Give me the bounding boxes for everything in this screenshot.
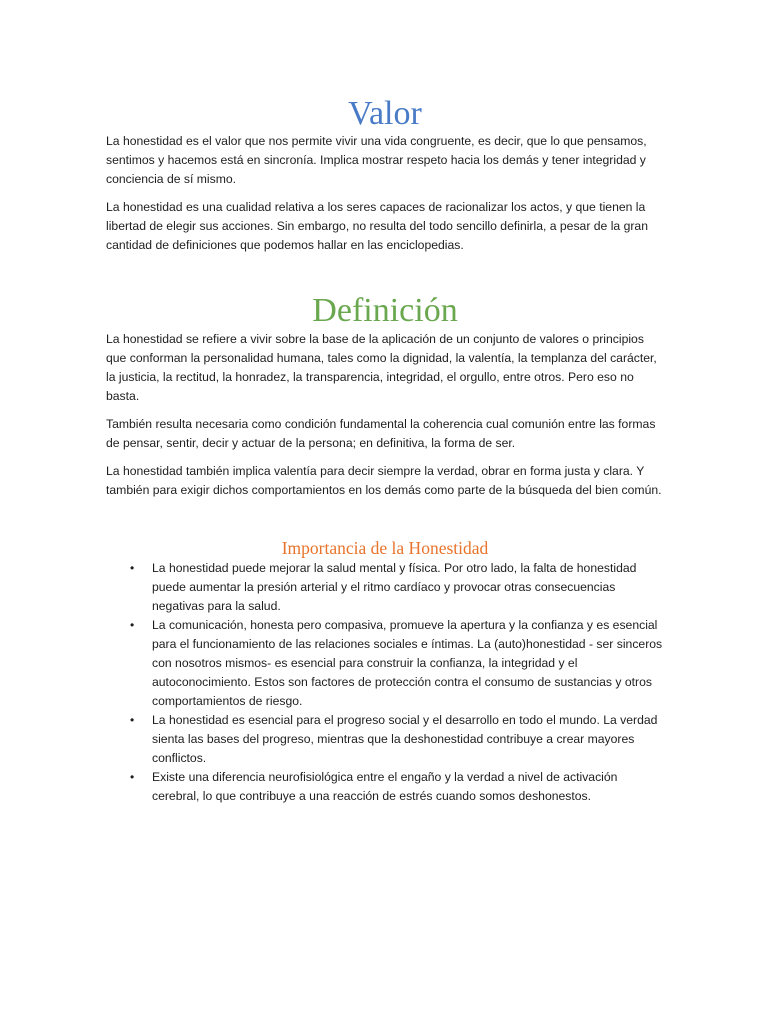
document-body bbox=[106, 96, 664, 806]
valor-paragraph-2: La honestidad es una cualidad relativa a los seres capaces de racionalizar los actos, y que tienen la libertad de elegir sus acciones. Sin embargo, no resulta del todo sencillo definirla, a pesar de la gran cantidad de definiciones que podemos hallar en las enciclopedias. bbox=[106, 200, 648, 252]
bullet-icon: • bbox=[130, 618, 135, 632]
section-definicion bbox=[106, 292, 664, 500]
definicion-paragraph-1: La honestidad se refiere a vivir sobre la base de la aplicación de un conjunto de valores o principios que conforman la personalidad humana, tales como la dignidad, la valentía, la templanza del carácter, la justicia, la rectitud, la honradez, la transparencia, integridad, el orgullo, entre otros. Pero eso no basta. bbox=[106, 332, 657, 403]
list-item bbox=[130, 559, 664, 616]
importancia-list bbox=[106, 559, 664, 806]
list-item bbox=[130, 711, 664, 768]
section-valor bbox=[106, 96, 664, 255]
bullet-icon: • bbox=[130, 713, 135, 727]
heading-importancia: Importancia de la Honestidad bbox=[281, 538, 489, 558]
list-item-text: La comunicación, honesta pero compasiva, promueve la apertura y la confianza y es esencial para el funcionamiento de las relaciones sociales e íntimas. La (auto)honestidad - ser sinceros con nosotros mismos- es esencial para construir la confianza, la integridad y el autoconocimiento. Estos son factores de protección contra el consumo de sustancias y otros comportamientos de riesgo. bbox=[152, 618, 663, 708]
bullet-icon: • bbox=[130, 561, 135, 575]
heading-valor: Valor bbox=[348, 95, 422, 132]
list-item bbox=[130, 616, 664, 711]
heading-definicion: Definición bbox=[312, 292, 458, 329]
list-item-text: Existe una diferencia neurofisiológica entre el engaño y la verdad a nivel de activación cerebral, lo que contribuye a una reacción de estrés cuando somos deshonestos. bbox=[152, 770, 618, 803]
definicion-paragraph-3: La honestidad también implica valentía para decir siempre la verdad, obrar en forma justa y clara. Y también para exigir dichos comportamientos en los demás como parte de la búsqueda del bien común. bbox=[106, 464, 662, 497]
list-item-text: La honestidad puede mejorar la salud mental y física. Por otro lado, la falta de honestidad puede aumentar la presión arterial y el ritmo cardíaco y provocar otras consecuencias negativas para la salud. bbox=[152, 561, 637, 613]
list-item bbox=[130, 768, 664, 806]
bullet-icon: • bbox=[130, 770, 135, 784]
valor-paragraph-1: La honestidad es el valor que nos permite vivir una vida congruente, es decir, que lo que pensamos, sentimos y hacemos está en sincronía. Implica mostrar respeto hacia los demás y tener integridad y conciencia de sí mismo. bbox=[106, 134, 647, 186]
section-importancia bbox=[106, 537, 664, 806]
definicion-paragraph-2: También resulta necesaria como condición fundamental la coherencia cual comunión entre las formas de pensar, sentir, decir y actuar de la persona; en definitiva, la forma de ser. bbox=[106, 417, 656, 450]
list-item-text: La honestidad es esencial para el progreso social y el desarrollo en todo el mundo. La verdad sienta las bases del progreso, mientras que la deshonestidad contribuye a crear mayores conflictos. bbox=[152, 713, 658, 765]
